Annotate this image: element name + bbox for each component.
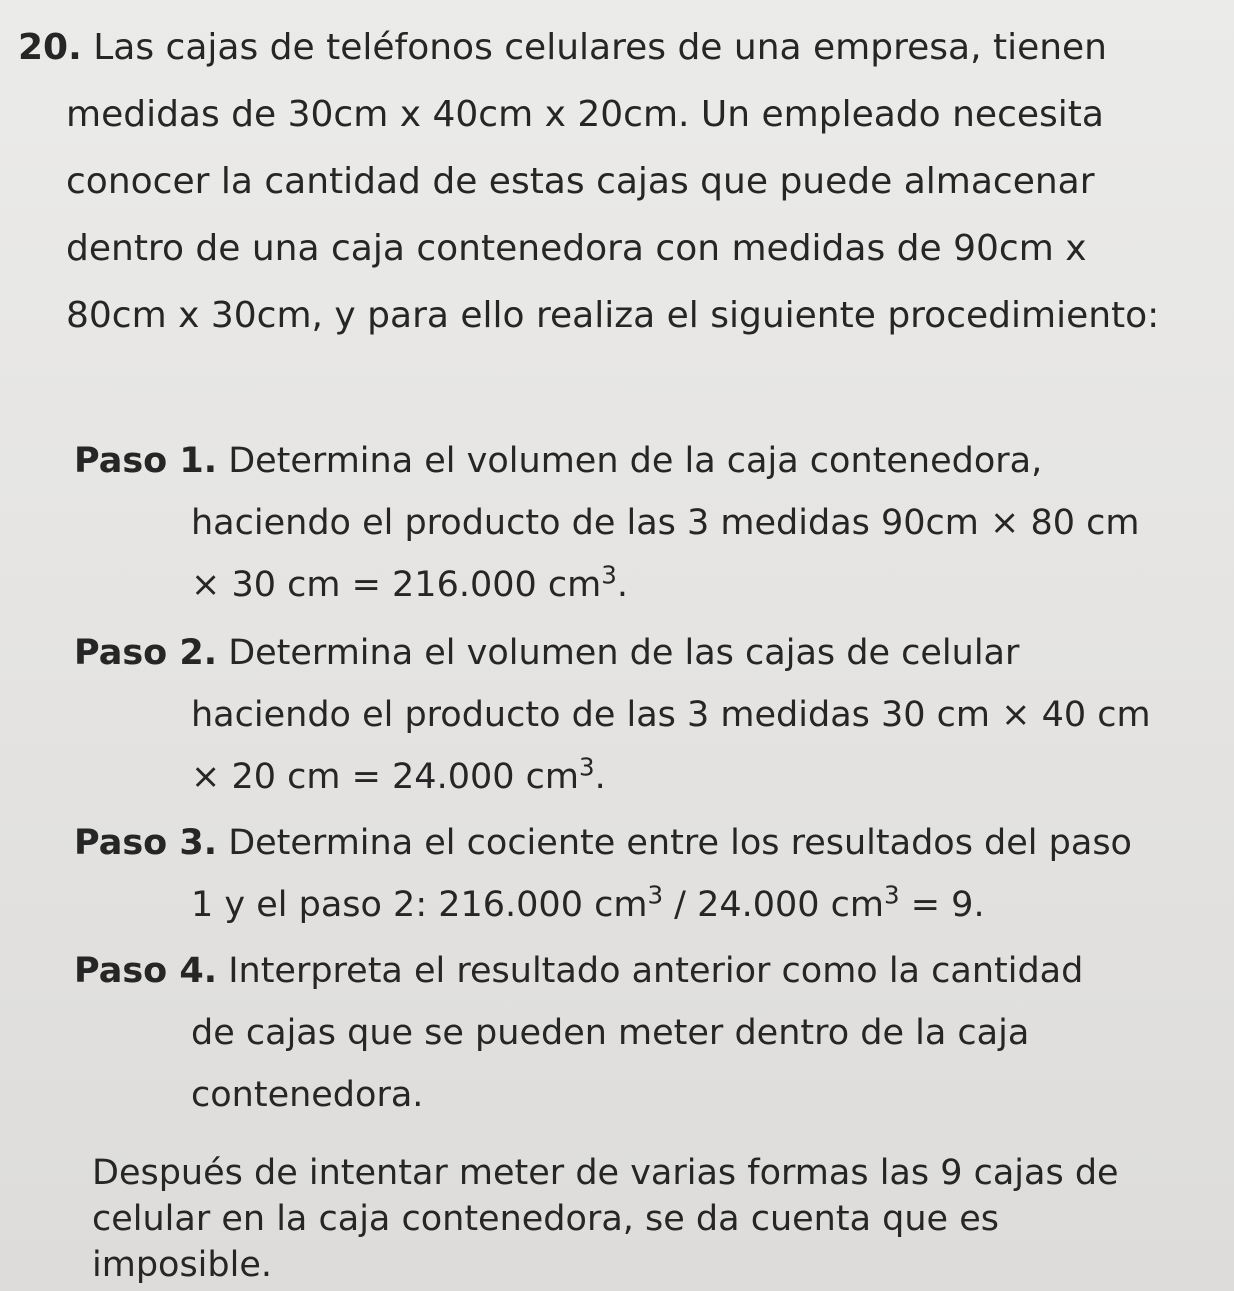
step-4-line-1: Interpreta el resultado anterior como la cantidad: [228, 951, 1084, 991]
step-3-exponent-1: 3: [647, 880, 664, 910]
problem-statement: [18, 14, 1214, 349]
problem-line-4: dentro de una caja contenedora con medidas de 90cm x: [66, 228, 1087, 269]
step-1-line-3: [74, 560, 628, 605]
step-2-line-1: Determina el volumen de las cajas de celular: [228, 633, 1020, 673]
step-2-period: .: [594, 757, 606, 797]
step-4-line-2: de cajas que se pueden meter dentro de la caja: [191, 1013, 1030, 1053]
step-3-exponent-2: 3: [884, 880, 900, 910]
problem-number: 20.: [18, 27, 82, 68]
step-2: [74, 622, 1184, 808]
step-1-period: .: [616, 565, 628, 605]
step-1-line-1: Determina el volumen de la caja contenedora,: [228, 441, 1043, 481]
problem-line-2: medidas de 30cm x 40cm x 20cm. Un empleado necesita: [66, 94, 1104, 135]
problem-line-1-text: Las cajas de teléfonos celulares de una empresa, tienen: [93, 27, 1107, 68]
problem-line-3: conocer la cantidad de estas cajas que puede almacenar: [66, 161, 1095, 202]
step-3-formula-c: = 9.: [899, 885, 985, 925]
step-1-formula: × 30 cm = 216.000 cm: [191, 565, 602, 605]
step-3-line-1: Determina el cociente entre los resultados del paso: [228, 823, 1132, 863]
step-3: [74, 812, 1184, 936]
step-1-label: Paso 1.: [74, 441, 218, 481]
step-3-formula-a: 1 y el paso 2: 216.000 cm: [191, 885, 648, 925]
step-2-formula: × 20 cm = 24.000 cm: [191, 757, 579, 797]
closing-line-2: celular en la caja contenedora, se da cuenta que es: [92, 1199, 999, 1239]
problem-line-5: 80cm x 30cm, y para ello realiza el siguiente procedimiento:: [66, 295, 1160, 336]
step-4-line-3: contenedora.: [191, 1075, 424, 1115]
closing-line-1: Después de intentar meter de varias formas las 9 cajas de: [92, 1153, 1119, 1193]
step-3-label: Paso 3.: [74, 823, 218, 863]
step-3-formula-b: / 24.000 cm: [663, 885, 885, 925]
step-1-exponent: 3: [601, 560, 617, 590]
step-4: [74, 940, 1184, 1126]
step-2-line-3: [74, 752, 606, 797]
problem-line-1: [18, 27, 1107, 68]
step-2-line-2: haciendo el producto de las 3 medidas 30 cm × 40 cm: [191, 695, 1151, 735]
step-3-line-2: [74, 880, 985, 925]
closing-line-3: imposible.: [92, 1245, 273, 1285]
step-1-line-2: haciendo el producto de las 3 medidas 90cm × 80 cm: [191, 503, 1140, 543]
closing-paragraph: [92, 1150, 1192, 1288]
step-1: [74, 430, 1184, 616]
step-2-label: Paso 2.: [74, 633, 218, 673]
step-2-exponent: 3: [578, 752, 595, 782]
step-4-label: Paso 4.: [74, 951, 218, 991]
